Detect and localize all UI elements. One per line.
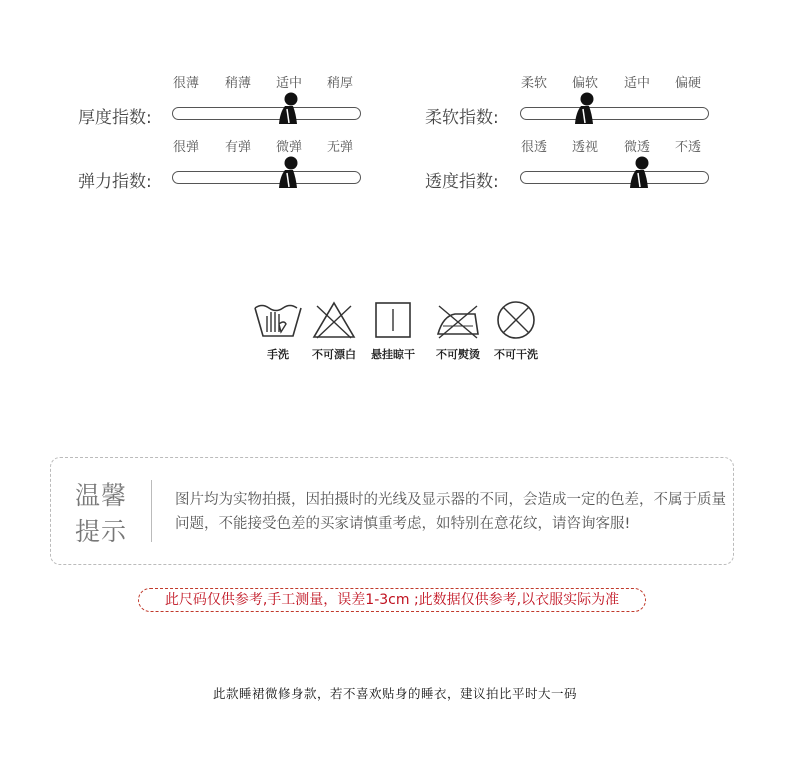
measurement-note: 此尺码仅供参考,手工测量，误差1-3cm ;此数据仅供参考,以衣服实际为准	[138, 588, 646, 612]
transparency-marker-icon	[627, 156, 653, 190]
no-dry-clean-icon	[494, 300, 538, 340]
tick-label: 很弹	[172, 140, 200, 155]
transparency-label: 透度指数:	[425, 172, 499, 192]
tick-label: 稍薄	[224, 76, 252, 91]
tick-label: 不透	[674, 140, 702, 155]
tick-label: 偏软	[571, 76, 599, 91]
tick-label: 柔软	[520, 76, 548, 91]
hand-wash-icon	[251, 300, 305, 340]
tick-label: 微弹	[275, 140, 303, 155]
tick-label: 透视	[571, 140, 599, 155]
hang-dry-icon	[373, 300, 413, 340]
no-bleach-icon	[311, 300, 357, 340]
notice-title	[75, 478, 135, 550]
thickness-label: 厚度指数:	[78, 108, 152, 128]
elasticity-track	[172, 171, 361, 184]
tick-label: 无弹	[326, 140, 354, 155]
care-item-no-dry-clean	[486, 300, 546, 362]
care-item-hand-wash	[248, 300, 308, 362]
thickness-marker-icon	[276, 92, 302, 126]
notice-box	[50, 457, 734, 565]
notice-title-line2: 提示	[75, 517, 128, 546]
elasticity-label: 弹力指数:	[78, 172, 152, 192]
notice-title-line1: 温馨	[75, 481, 128, 510]
care-label: 不可干洗	[494, 348, 538, 361]
care-item-no-bleach	[304, 300, 364, 362]
notice-divider	[151, 480, 152, 542]
tick-label: 偏硬	[674, 76, 702, 91]
care-label: 不可熨烫	[436, 348, 480, 361]
transparency-track	[520, 171, 709, 184]
tick-label: 很透	[520, 140, 548, 155]
softness-marker-icon	[572, 92, 598, 126]
softness-label: 柔软指数:	[425, 108, 499, 128]
no-iron-icon	[435, 300, 481, 340]
tick-label: 有弹	[224, 140, 252, 155]
care-item-no-iron	[428, 300, 488, 362]
tick-label: 适中	[623, 76, 651, 91]
tick-label: 微透	[623, 140, 651, 155]
care-item-hang-dry	[363, 300, 423, 362]
care-label: 手洗	[267, 348, 289, 361]
care-label: 悬挂晾干	[371, 348, 415, 361]
tick-label: 稍厚	[326, 76, 354, 91]
softness-track	[520, 107, 709, 120]
thickness-track	[172, 107, 361, 120]
elasticity-index	[0, 136, 395, 196]
transparency-index	[395, 136, 790, 196]
softness-index	[395, 72, 790, 132]
thickness-index	[0, 72, 395, 132]
care-label: 不可漂白	[312, 348, 356, 361]
elasticity-marker-icon	[276, 156, 302, 190]
size-tip: 此款睡裙微修身款，若不喜欢贴身的睡衣，建议拍比平时大一码	[212, 686, 577, 701]
tick-label: 适中	[275, 76, 303, 91]
notice-text: 图片均为实物拍摄，因拍摄时的光线及显示器的不同，会造成一定的色差，不属于质量问题，不能接受色差的买家请慎重考虑，如特别在意花纹，请咨询客服!	[175, 492, 726, 532]
tick-label: 很薄	[172, 76, 200, 91]
care-instructions	[248, 300, 548, 370]
